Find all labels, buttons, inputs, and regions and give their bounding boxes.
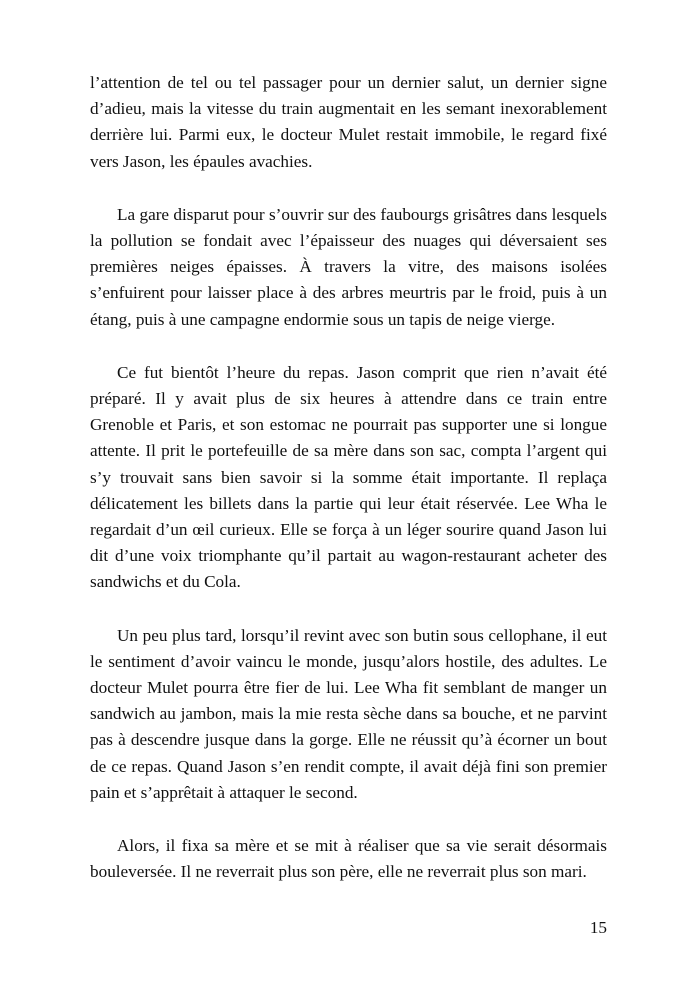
- paragraph-5: Alors, il fixa sa mère et se mit à réaliser que sa vie serait désormais bouleversée. Il ne reverrait plus son père, elle ne reverrait plus son mari.: [90, 836, 607, 882]
- paragraph-3: Ce fut bientôt l’heure du repas. Jason comprit que rien n’avait été préparé. Il y avait plus de six heures à attendre dans ce train entre Grenoble et Paris, et son estomac ne pourrait pas supporter une si longue attente. Il prit le portefeuille de sa mère dans son sac, compta l’argent qui s’y trouvait sans bien savoir si la somme était importante. Il replaça délicatement les billets dans la partie qui leur était réservée. Lee Wha le regardait d’un œil curieux. Elle se força à un léger sourire quand Jason lui dit d’une voix triomphante qu’il partait au wagon-restaurant acheter des sandwichs et du Cola.: [90, 362, 607, 592]
- paragraph-1: l’attention de tel ou tel passager pour un dernier salut, un dernier signe d’adieu, mais la vitesse du train augmentait en les semant inexorablement derrière lui. Parmi eux, le docteur Mulet restait immobile, le regard fixé vers Jason, les épaules avachies.: [90, 73, 607, 171]
- page-number: 15: [589, 918, 607, 937]
- paragraph-4: Un peu plus tard, lorsqu’il revint avec son butin sous cellophane, il eut le sentiment d’avoir vaincu le monde, jusqu’alors hostile, des adultes. Le docteur Mulet pourra être fier de lui. Lee Wha fit semblant de manger un sandwich au jambon, mais la mie resta sèche dans sa bouche, et ne parvint pas à descendre jusque dans la gorge. Elle ne réussit qu’à écorner un bout de ce repas. Quand Jason s’en rendit compte, il avait déjà fini son premier pain et s’apprêtait à attaquer le second.: [90, 625, 607, 802]
- page-body: [90, 70, 607, 912]
- paragraph-2: La gare disparut pour s’ouvrir sur des faubourgs grisâtres dans lesquels la pollution se fondait avec l’épaisseur des nuages qui déversaient ses premières neiges épaisses. À travers la vitre, des maisons isolées s’enfuirent pour laisser place à des arbres meurtris par le froid, puis à un étang, puis à une campagne endormie sous un tapis de neige vierge.: [90, 204, 607, 329]
